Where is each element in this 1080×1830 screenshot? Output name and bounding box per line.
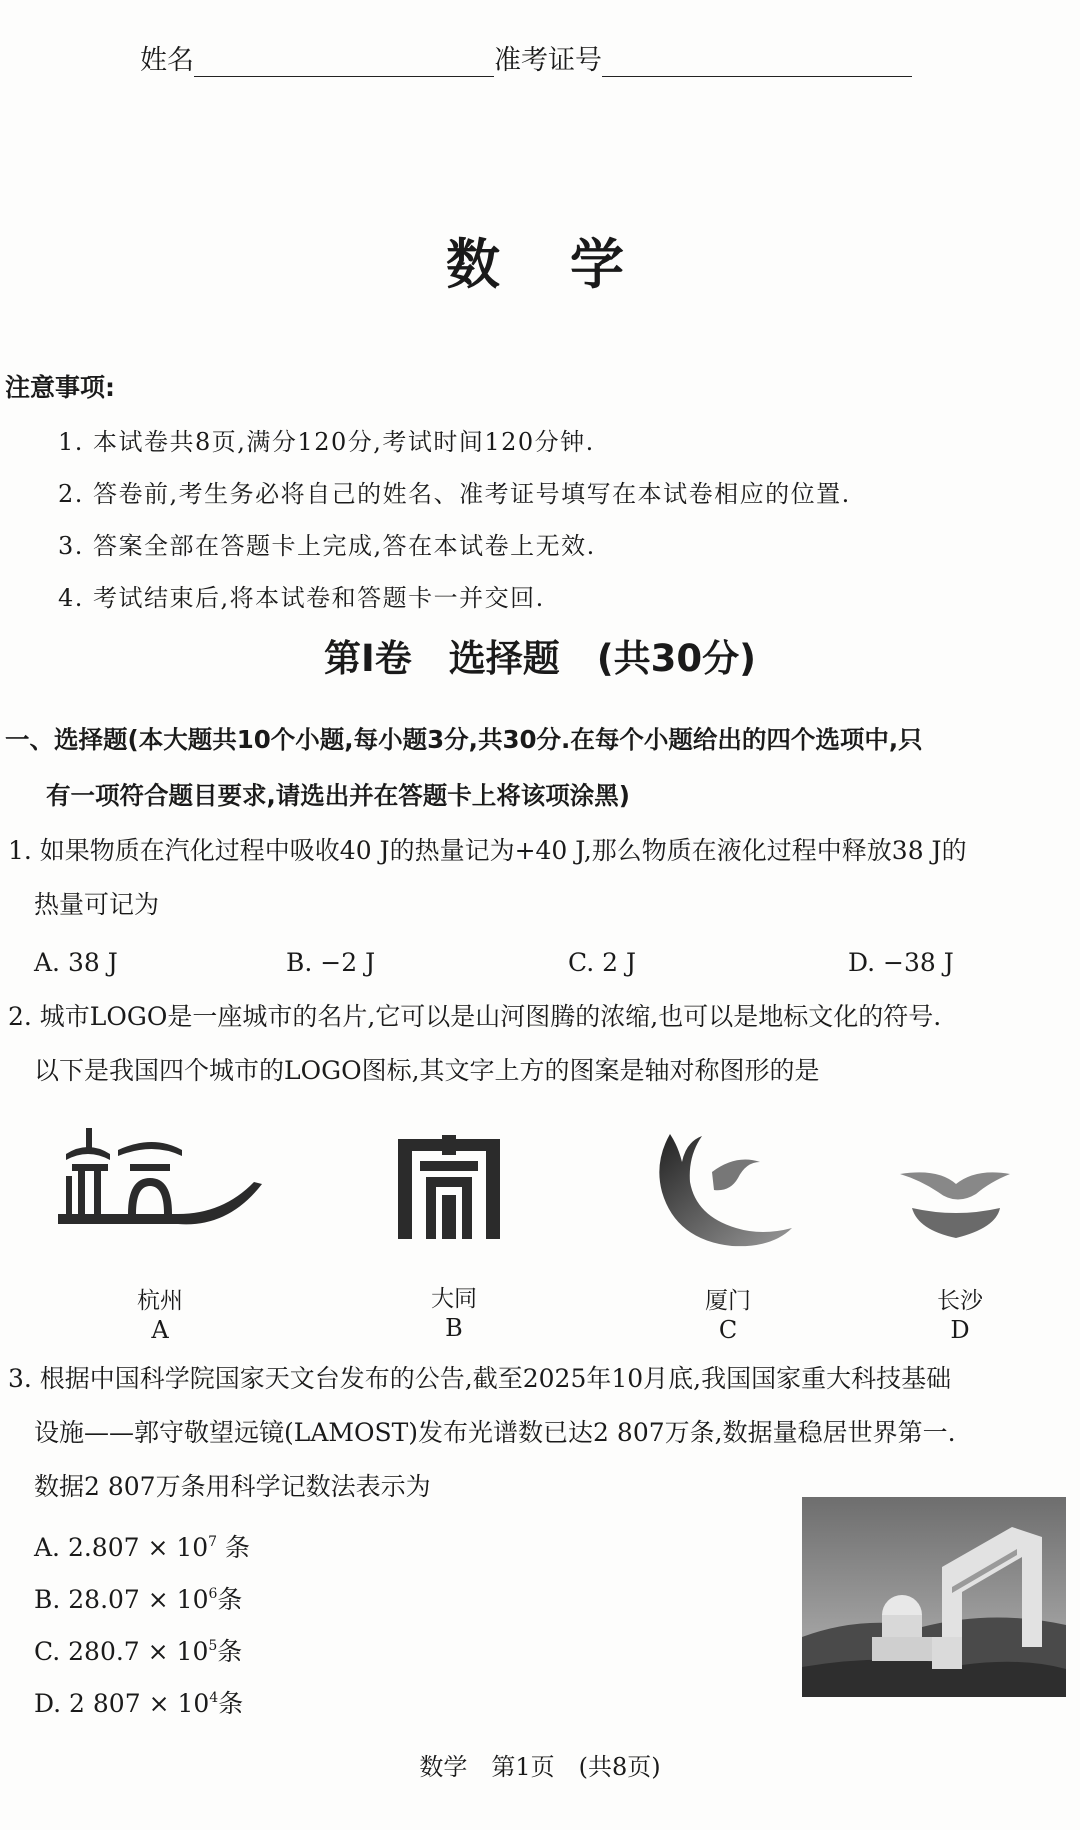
lamost-telescope-photo	[802, 1497, 1066, 1697]
q1-option-d: D. −38 J	[848, 948, 954, 977]
q1-option-b: B. −2 J	[286, 948, 376, 977]
name-label: 姓名	[140, 45, 194, 76]
hangzhou-logo-image	[58, 1120, 264, 1230]
q1-option-c: C. 2 J	[568, 948, 637, 977]
question-1-line2: 热量可记为	[34, 890, 160, 919]
xiamen-logo-image	[652, 1132, 800, 1250]
q3-option-c: C. $280.7 \times 10^5$条	[34, 1637, 243, 1666]
note-item: 2. 答卷前,考生务必将自己的姓名、准考证号填写在本试卷相应的位置.	[58, 480, 851, 508]
q3-option-a: A. $2.807 \times 10^7$ 条	[34, 1533, 251, 1562]
logo-letter-b: B	[445, 1314, 463, 1342]
candidate-info-row	[140, 38, 912, 77]
note-item: 3. 答案全部在答题卡上完成,答在本试卷上无效.	[58, 532, 596, 560]
page-title: 数学	[446, 233, 694, 296]
q3-option-d: D. 2 $807 \times 10^4$条	[34, 1689, 244, 1718]
notes-heading: 注意事项:	[5, 373, 115, 402]
logo-letter-a: A	[151, 1316, 169, 1344]
question-3-line3: 数据2 807万条用科学记数法表示为	[34, 1472, 431, 1501]
question-3-line1: 3. 根据中国科学院国家天文台发布的公告,截至2025年10月底,我国国家重大科技基础	[8, 1364, 952, 1393]
part-heading-line2: 有一项符合题目要求,请选出并在答题卡上将该项涂黑)	[46, 781, 631, 810]
part-heading-line1: 一、选择题(本大题共10个小题,每小题3分,共30分.在每个小题给出的四个选项中,只	[5, 725, 923, 754]
q1-option-a: A. 38 J	[34, 948, 118, 977]
question-2-line1: 2. 城市LOGO是一座城市的名片,它可以是山河图腾的浓缩,也可以是地标文化的符号.	[8, 1002, 942, 1031]
note-item: 4. 考试结束后,将本试卷和答题卡一并交回.	[58, 584, 545, 612]
logo-city-b: 大同	[431, 1286, 477, 1312]
question-3-line2: 设施——郭守敬望远镜(LAMOST)发布光谱数已达2 807万条,数据量稳居世界第一.	[34, 1418, 956, 1447]
logo-letter-d: D	[950, 1316, 970, 1344]
ticket-field[interactable]	[602, 46, 912, 77]
question-1-line1: 1. 如果物质在汽化过程中吸收40 J的热量记为+40 J,那么物质在液化过程中释放38 J的	[8, 836, 967, 865]
logo-city-d: 长沙	[937, 1288, 983, 1314]
changsha-logo-image	[898, 1168, 1012, 1240]
note-item: 1. 本试卷共8页,满分120分,考试时间120分钟.	[58, 428, 595, 456]
logo-letter-c: C	[718, 1316, 738, 1344]
q3-option-b: B. $28.07 \times 10^6$条	[34, 1585, 243, 1614]
page-footer: 数学 第1页 (共8页)	[419, 1753, 661, 1781]
ticket-label: 准考证号	[494, 45, 602, 76]
question-2-line2: 以下是我国四个城市的LOGO图标,其文字上方的图案是轴对称图形的是	[34, 1056, 820, 1085]
name-field[interactable]	[194, 46, 494, 77]
section-title: 第Ⅰ卷 选择题 (共30分)	[323, 637, 757, 680]
datong-logo-image	[398, 1135, 500, 1239]
logo-city-c: 厦门	[705, 1288, 751, 1314]
logo-city-a: 杭州	[137, 1288, 183, 1314]
